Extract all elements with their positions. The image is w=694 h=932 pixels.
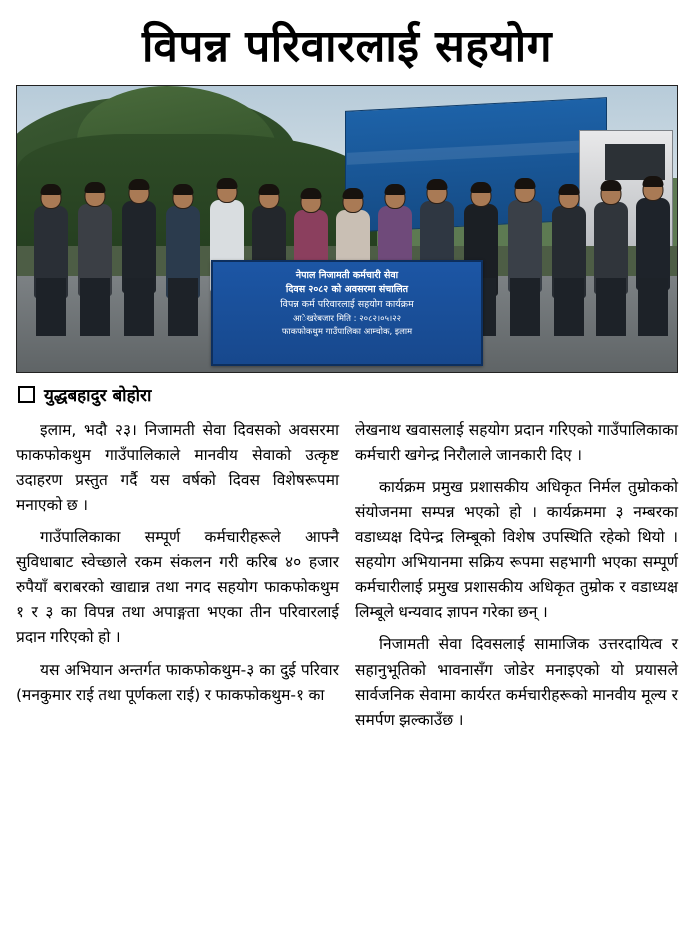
- banner-line: दिवस २०८२ को अवसरमा संचालित: [285, 284, 409, 296]
- article-photo: [16, 85, 678, 373]
- paragraph: इलाम, भदौ २३। निजामती सेवा दिवसको अवसरमा फाकफोकथुम गाउँपालिकाले मानवीय सेवाको उत्कृष्ट उदाहरण प्रस्तुत गर्दै यस वर्षको दिवस विशेषरूपमा मनाएको छ ।: [16, 420, 339, 514]
- bullet-square-icon: [18, 386, 35, 403]
- photo-person: [505, 180, 545, 336]
- byline: [18, 383, 678, 406]
- photo-person: [633, 178, 673, 336]
- newspaper-page: [0, 22, 694, 932]
- paragraph: गाउँपालिकाका सम्पूर्ण कर्मचारीहरूले आफ्नै सुविधाबाट स्वेच्छाले रकम संकलन गरी करिब ४० हजार रुपैयाँ बराबरको खाद्यान्न तथा नगद सहयोग फाकफोकथुम १ र ३ का विपन्न तथा अपाङ्गता भएका तीन परिवारलाई प्रदान गरिएको हो ।: [16, 528, 339, 647]
- paragraph: कार्यक्रम प्रमुख प्रशासकीय अधिकृत निर्मल तुम्रोकको संयोजनमा सम्पन्न भएको हो । कार्यक्रममा ३ नम्बरका वडाध्यक्ष दिपेन्द्र लिम्बूको विशेष उपस्थिति रहेको थियो । सहयोग अभियानमा सक्रिय रूपमा सहभागी भएका सम्पूर्ण कर्मचारीलाई प्रमुख प्रशासकीय अधिकृत तुम्रोक र वडाध्यक्ष लिम्बूले धन्यवाद ज्ञापन गरेका छन् ।: [355, 477, 678, 622]
- banner-line: आेखरेबजार मिति : २०८२।०५।२२: [292, 313, 402, 324]
- article-column-left: [16, 418, 339, 740]
- article-column-right: [355, 418, 678, 740]
- banner-line: विपन्न कर्म परिवारलाई सहयोग कार्यक्रम: [280, 299, 414, 311]
- photo-person: [75, 184, 115, 336]
- photo-person: [163, 186, 203, 336]
- paragraph: यस अभियान अन्तर्गत फाकफोकथुम-३ का दुई परिवार (मनकुमार राई तथा पूर्णकला राई) र फाकफोकथुम-१ का: [16, 660, 339, 704]
- banner-line: फाकफोकथुम गाउँपालिका आम्चोक, इलाम: [281, 326, 413, 337]
- paragraph: निजामती सेवा दिवसलाई सामाजिक उत्तरदायित्व र सहानुभूतिको भावनासँग जोडेर मनाइएको यो प्रयासले सार्वजनिक सेवामा कार्यरत कर्मचारीहरूको मानवीय मूल्य र समर्पण झल्काउँछ ।: [355, 635, 678, 729]
- banner-line: नेपाल निजामती कर्मचारी सेवा: [295, 269, 399, 281]
- photo-person: [119, 181, 159, 336]
- page-title: विपन्न परिवारलाई सहयोग: [142, 21, 552, 72]
- byline-author: युद्धबहादुर बोहोरा: [44, 385, 152, 406]
- paragraph: लेखनाथ खवासलाई सहयोग प्रदान गरिएको गाउँपालिकाका कर्मचारी खगेन्द्र निरौलाले जानकारी दिए ।: [355, 420, 678, 464]
- event-banner: [211, 260, 483, 366]
- photo-person: [549, 186, 589, 336]
- photo-person: [31, 186, 71, 336]
- article-body: [16, 418, 678, 740]
- photo-person: [591, 182, 631, 336]
